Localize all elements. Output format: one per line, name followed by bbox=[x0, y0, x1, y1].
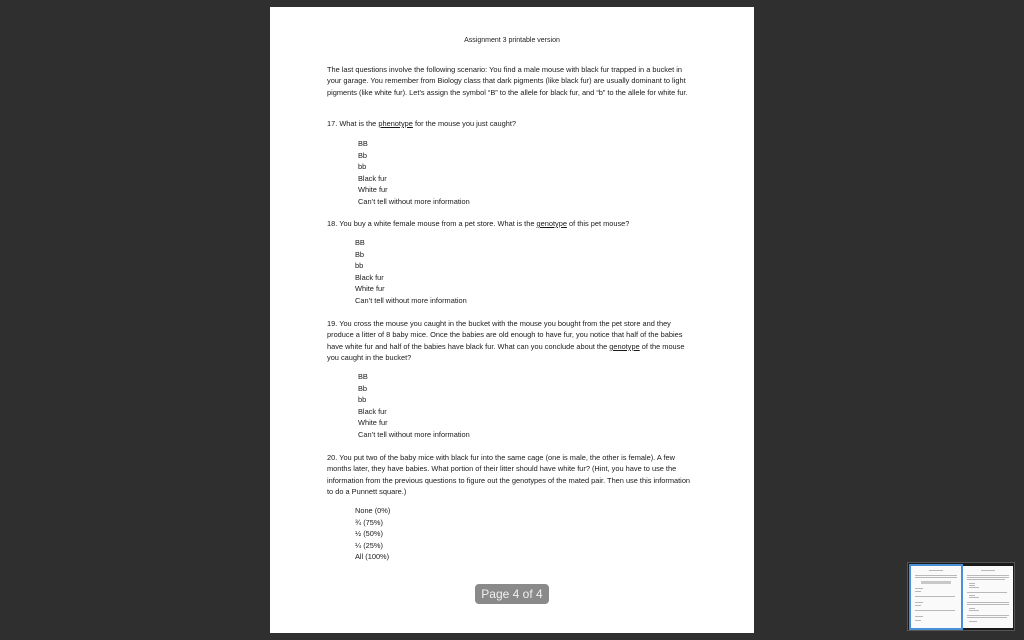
page-thumbnail-panel[interactable] bbox=[907, 562, 1015, 631]
question-20: 20. You put two of the baby mice with black fur into the same cage (one is male, the other is female). A few months later, they have babies. What portion of their litter should have white fur? (Hint, you have to use the information from the previous questions to figure out the genotypes of the mated pair. Then use this information to do a Punnett square.) bbox=[327, 453, 691, 497]
option: White fur bbox=[355, 284, 385, 294]
option: Can’t tell without more information bbox=[358, 196, 470, 206]
option: BB bbox=[358, 139, 368, 148]
option: White fur bbox=[358, 418, 388, 428]
page-header: Assignment 3 printable version bbox=[464, 37, 560, 44]
option: BB bbox=[358, 372, 368, 381]
option: bb bbox=[358, 162, 367, 172]
option: BB bbox=[355, 238, 365, 247]
question-18-options bbox=[355, 237, 467, 307]
option: Can’t tell without more information bbox=[358, 429, 470, 439]
option: White fur bbox=[358, 185, 388, 195]
thumbnail-page[interactable] bbox=[911, 566, 961, 628]
option: bb bbox=[355, 261, 364, 271]
option: Black fur bbox=[355, 272, 384, 282]
scenario-paragraph: The last questions involve the following scenario: You find a male mouse with black fur trapped in a bucket in your garage. You remember from Biology class that dark pigments (like black fur) are usually dominant to light pigments (like white fur). Let’s assign the symbol “B” to the allele for black fur, and “b” to the allele for white fur. bbox=[327, 65, 688, 97]
option: ½ (50%) bbox=[355, 529, 383, 539]
question-17: 17. What is the phenotype for the mouse you just caught? bbox=[327, 119, 517, 128]
question-19-options bbox=[358, 371, 470, 441]
option: None (0%) bbox=[355, 506, 391, 515]
option: ¼ (25%) bbox=[355, 540, 383, 550]
question-20-options bbox=[355, 505, 390, 563]
option: Bb bbox=[358, 150, 368, 160]
option: All (100%) bbox=[355, 552, 390, 562]
thumbnail-page[interactable] bbox=[963, 566, 1013, 628]
option: Bb bbox=[355, 249, 365, 259]
question-19: 19. You cross the mouse you caught in the bucket with the mouse you bought from the pet store and they produce a litter of 8 baby mice. Once the babies are old enough to have fur, you notice that half of the babies have white fur and half of the babies have black fur. What can you conclude about the genotype of the mouse you caught in the bucket? bbox=[327, 319, 685, 363]
option: bb bbox=[358, 395, 367, 405]
document-page bbox=[270, 7, 754, 633]
option: Bb bbox=[358, 383, 368, 393]
question-19-term: genotype bbox=[609, 341, 640, 351]
option: Black fur bbox=[358, 406, 387, 416]
option: Can’t tell without more information bbox=[355, 295, 467, 305]
question-17-term: phenotype bbox=[378, 119, 413, 128]
option: Black fur bbox=[358, 173, 387, 183]
question-18: 18. You buy a white female mouse from a pet store. What is the genotype of this pet mouse? bbox=[327, 219, 630, 228]
question-18-term: genotype bbox=[536, 219, 567, 228]
option: ¾ (75%) bbox=[355, 517, 383, 527]
page-indicator: Page 4 of 4 bbox=[475, 584, 549, 604]
question-17-options bbox=[358, 138, 470, 208]
